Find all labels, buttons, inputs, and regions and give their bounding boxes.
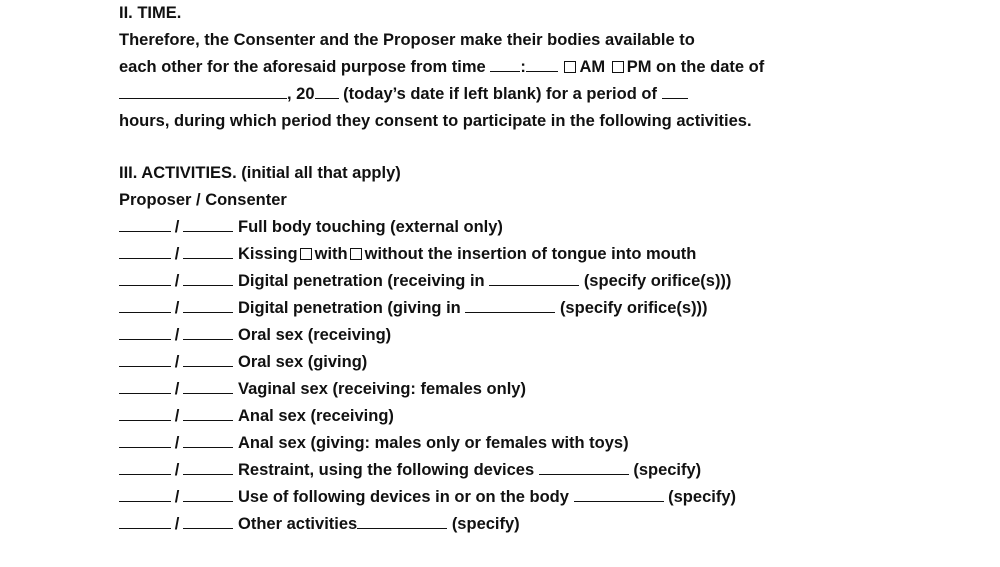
consenter-initials-field[interactable]: [183, 377, 233, 394]
initials-separator: /: [174, 515, 180, 533]
am-label: AM: [579, 58, 606, 76]
activity-row: [119, 214, 979, 241]
hours-period-field[interactable]: [662, 82, 688, 99]
proposer-initials-field[interactable]: [119, 296, 171, 313]
activity-label-suffix: (specify): [451, 515, 520, 533]
activity-row: [119, 295, 979, 322]
proposer-initials-field[interactable]: [119, 242, 171, 259]
activity-row: [119, 403, 979, 430]
time-line-4: hours, during which period they consent to participate in the following activities.: [119, 112, 752, 130]
other-activities-field[interactable]: [357, 512, 447, 529]
activity-row: [119, 430, 979, 457]
proposer-initials-field[interactable]: [119, 458, 171, 475]
activity-label-text: Other activities: [238, 515, 358, 533]
hour-field[interactable]: [490, 55, 520, 72]
initials-pair: [119, 457, 238, 484]
kissing-label: Kissing: [238, 245, 298, 263]
proposer-initials-field[interactable]: [119, 323, 171, 340]
proposer-initials-field[interactable]: [119, 269, 171, 286]
initials-pair: [119, 403, 238, 430]
without-label: without the insertion of tongue into mouth: [364, 245, 697, 263]
activity-label: Oral sex (receiving): [238, 326, 392, 344]
initials-pair: [119, 376, 238, 403]
consenter-initials-field[interactable]: [183, 242, 233, 259]
proposer-initials-field[interactable]: [119, 350, 171, 367]
activity-row: [119, 484, 979, 511]
time-line-1: Therefore, the Consenter and the Proposer make their bodies available to: [119, 31, 695, 49]
activity-label-text: Digital penetration (receiving in: [238, 272, 485, 290]
activity-row: [119, 322, 979, 349]
activity-label: Anal sex (receiving): [238, 407, 394, 425]
consenter-initials-field[interactable]: [183, 458, 233, 475]
consenter-initials-field[interactable]: [183, 269, 233, 286]
initials-pair: [119, 349, 238, 376]
activity-label: [238, 268, 731, 295]
activity-label-suffix: (specify orifice(s))): [559, 299, 708, 317]
proposer-initials-field[interactable]: [119, 431, 171, 448]
activity-label: Vaginal sex (receiving: females only): [238, 380, 526, 398]
initials-separator: /: [174, 353, 180, 371]
activities-section: [119, 160, 979, 538]
consenter-initials-field[interactable]: [183, 350, 233, 367]
consenter-initials-field[interactable]: [183, 431, 233, 448]
consenter-initials-field[interactable]: [183, 323, 233, 340]
activity-label: [238, 484, 736, 511]
initials-pair: [119, 214, 238, 241]
initials-separator: /: [174, 434, 180, 452]
initials-separator: /: [174, 488, 180, 506]
activity-row: [119, 349, 979, 376]
initials-pair: [119, 322, 238, 349]
activity-label: Full body touching (external only): [238, 218, 503, 236]
initials-separator: /: [174, 299, 180, 317]
activity-label: [238, 511, 520, 538]
pm-checkbox[interactable]: [612, 61, 624, 73]
time-line-3-text: (today’s date if left blank) for a period of: [343, 85, 657, 103]
initials-separator: /: [174, 407, 180, 425]
consenter-initials-field[interactable]: [183, 404, 233, 421]
initials-pair: [119, 484, 238, 511]
initials-separator: /: [174, 272, 180, 290]
proposer-initials-field[interactable]: [119, 485, 171, 502]
am-checkbox[interactable]: [564, 61, 576, 73]
activity-row: [119, 268, 979, 295]
activity-label-suffix: (specify orifice(s))): [583, 272, 732, 290]
activity-label-suffix: (specify): [668, 488, 736, 506]
initials-separator: /: [174, 380, 180, 398]
time-line-2: [119, 54, 979, 81]
time-colon: :: [520, 58, 526, 76]
activity-label-suffix: (specify): [633, 461, 702, 479]
activities-heading: III. ACTIVITIES. (initial all that apply): [119, 164, 401, 182]
initials-pair: [119, 511, 238, 538]
consenter-initials-field[interactable]: [183, 215, 233, 232]
devices-field[interactable]: [539, 458, 629, 475]
initials-separator: /: [174, 461, 180, 479]
initials-separator: /: [174, 245, 180, 263]
orifice-field[interactable]: [489, 269, 579, 286]
proposer-initials-field[interactable]: [119, 404, 171, 421]
consenter-initials-field[interactable]: [183, 485, 233, 502]
proposer-initials-field[interactable]: [119, 215, 171, 232]
time-line-3: [119, 81, 979, 108]
activity-label-text: Digital penetration (giving in: [238, 299, 461, 317]
initials-separator: /: [174, 326, 180, 344]
pm-label: PM on the date of: [626, 58, 765, 76]
without-tongue-checkbox[interactable]: [350, 248, 362, 260]
column-headers: Proposer / Consenter: [119, 191, 287, 209]
activity-label: Oral sex (giving): [238, 353, 368, 371]
with-label: with: [314, 245, 348, 263]
activity-row: [119, 457, 979, 484]
initials-pair: [119, 295, 238, 322]
activity-label: [238, 457, 701, 484]
activity-label-text: Use of following devices in or on the body: [238, 488, 569, 506]
proposer-initials-field[interactable]: [119, 377, 171, 394]
activity-label: [238, 241, 696, 268]
activity-row: [119, 511, 979, 538]
time-heading: II. TIME.: [119, 4, 182, 22]
year-field[interactable]: [315, 82, 339, 99]
with-tongue-checkbox[interactable]: [300, 248, 312, 260]
activity-label: Anal sex (giving: males only or females with toys): [238, 434, 629, 452]
consenter-initials-field[interactable]: [183, 296, 233, 313]
activity-row: [119, 241, 979, 268]
consenter-initials-field[interactable]: [183, 512, 233, 529]
activity-row: [119, 376, 979, 403]
initials-pair: [119, 241, 238, 268]
activity-label: [238, 295, 708, 322]
initials-separator: /: [174, 218, 180, 236]
date-field[interactable]: [119, 82, 287, 99]
activity-label-text: Restraint, using the following devices: [238, 461, 535, 479]
proposer-initials-field[interactable]: [119, 512, 171, 529]
initials-pair: [119, 430, 238, 457]
year-prefix: , 20: [287, 85, 315, 103]
time-section: [119, 0, 979, 135]
initials-pair: [119, 268, 238, 295]
minute-field[interactable]: [526, 55, 558, 72]
orifice-field[interactable]: [465, 296, 555, 313]
time-line-2-text: each other for the aforesaid purpose from time: [119, 58, 486, 76]
devices-field[interactable]: [574, 485, 664, 502]
